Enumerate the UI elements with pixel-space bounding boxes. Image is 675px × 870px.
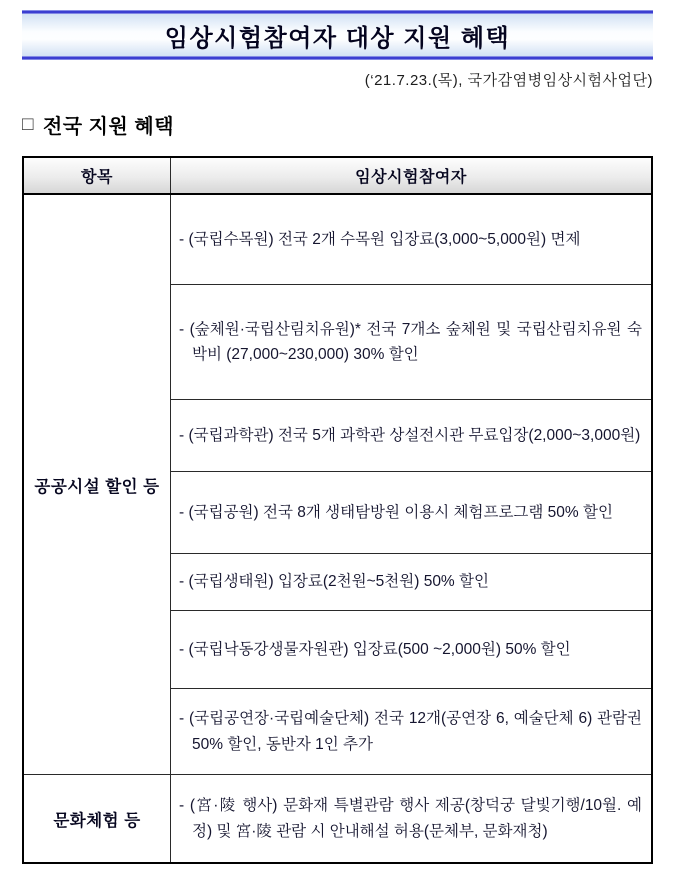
- benefit-text: - (국립생태원) 입장료(2천원~5천원) 50% 할인: [179, 573, 489, 591]
- benefit-cell: [171, 689, 653, 775]
- category-cell-culture-experience: 문화체험 등: [23, 775, 171, 864]
- section-heading: [22, 110, 653, 139]
- benefit-cell: [171, 400, 653, 472]
- benefit-text: - (국립수목원) 전국 2개 수목원 입장료(3,000~5,000원) 면제: [179, 230, 581, 248]
- page-title: 임상시험참여자 대상 지원 혜택: [164, 24, 511, 52]
- benefit-text: - (국립낙동강생물자원관) 입장료(500 ~2,000원) 50% 할인: [179, 640, 571, 658]
- square-bullet-icon: □: [22, 114, 34, 135]
- column-header-category: 항목: [23, 157, 171, 194]
- benefit-text: - (국립공원) 전국 8개 생태탐방원 이용시 체험프로그램 50% 할인: [179, 503, 613, 521]
- benefit-cell: [171, 611, 653, 689]
- benefits-table: [22, 156, 653, 864]
- date-source-line: (‘21.7.23.(목), 국가감염병임상시험사업단): [364, 72, 653, 89]
- benefit-cell: [171, 194, 653, 285]
- benefit-cell: [171, 472, 653, 554]
- benefit-cell: [171, 554, 653, 611]
- category-cell-public-facilities: 공공시설 할인 등: [23, 194, 171, 775]
- table-header-row: [23, 157, 652, 194]
- benefit-cell: [171, 285, 653, 400]
- title-banner: [22, 10, 653, 60]
- benefit-text: - (숲체원·국립산림치유원)* 전국 7개소 숲체원 및 국립산림치유원 숙박비 (27,000~230,000) 30% 할인: [179, 320, 642, 363]
- column-header-participant: 임상시험참여자: [171, 157, 653, 194]
- benefit-text: - (국립과학관) 전국 5개 과학관 상설전시관 무료입장(2,000~3,000원): [179, 426, 641, 444]
- banner-bottom-rule: [22, 56, 653, 60]
- table-row: [23, 194, 652, 285]
- benefit-text: - (국립공연장·국립예술단체) 전국 12개(공연장 6, 예술단체 6) 관람권 50% 할인, 동반자 1인 추가: [179, 710, 642, 753]
- banner-body: [22, 14, 653, 56]
- section-title: 전국 지원 혜택: [42, 116, 175, 138]
- benefit-cell: [171, 775, 653, 864]
- benefit-text: - (宮·陵 행사) 문화재 특별관람 행사 제공(창덕궁 달빛기행/10월. 예정) 및 宮·陵 관람 시 안내해설 허용(문체부, 문화재청): [179, 797, 642, 840]
- table-row: [23, 775, 652, 864]
